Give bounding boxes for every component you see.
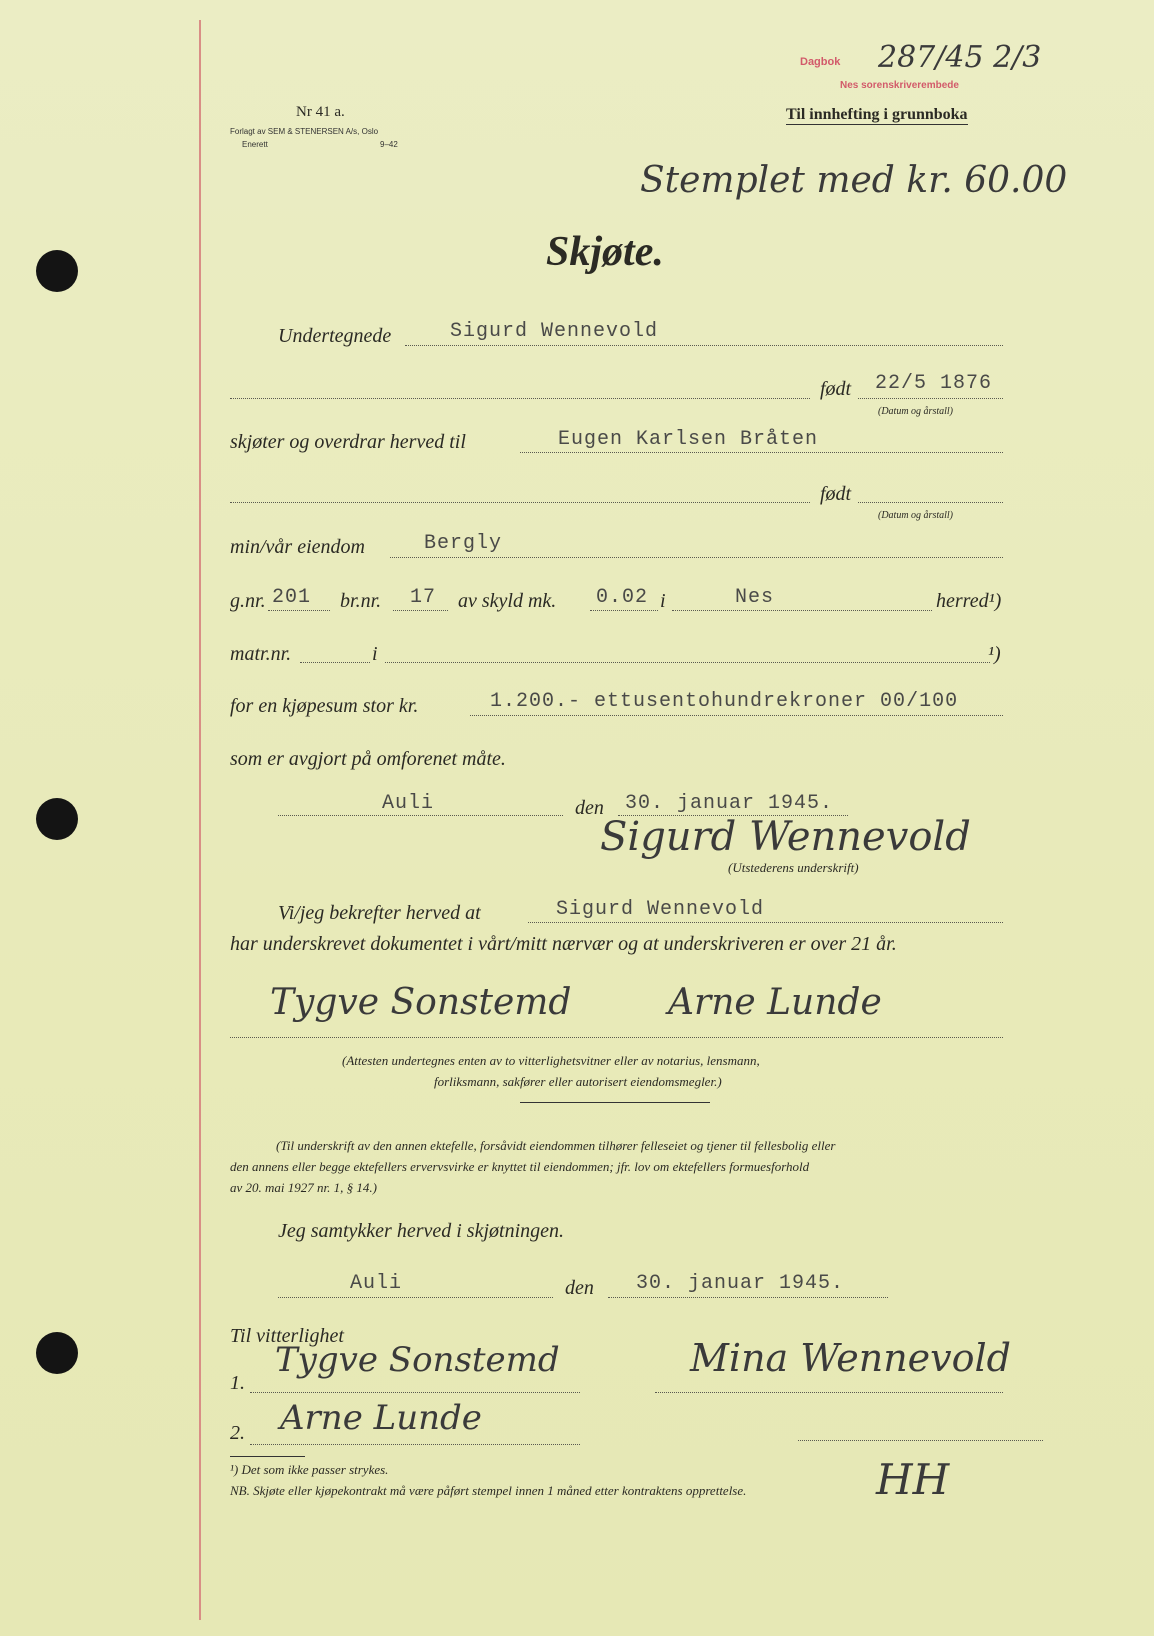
consent-witness2-signature: Arne Lunde (280, 1398, 482, 1438)
skyld-value: 0.02 (596, 586, 649, 609)
spouse-signature: Mina Wennevold (690, 1336, 1011, 1380)
confirm-value: Sigurd Wennevold (556, 898, 765, 921)
witness1-line (250, 1392, 580, 1393)
signing-den-label: den (575, 797, 604, 819)
in-label: i (660, 590, 666, 612)
attest-signature-line (230, 1037, 1003, 1038)
punch-hole-bottom (36, 1332, 78, 1374)
blank-signature-line (798, 1440, 1043, 1441)
herred-value: Nes (735, 586, 775, 609)
issuer-signature: Sigurd Wennevold (600, 814, 971, 860)
born-label-2: født (820, 483, 852, 505)
born-line-1-left (230, 398, 810, 399)
date-hint-1: (Datum og årstall) (878, 406, 953, 417)
signing-date: 30. januar 1945. (625, 792, 834, 815)
margin-line (199, 20, 201, 1620)
undersigned-line (405, 345, 1003, 346)
property-value: Bergly (424, 532, 503, 555)
price-label: for en kjøpesum stor kr. (230, 695, 419, 717)
skyld-label: av skyld mk. (458, 590, 557, 612)
handwritten-reference: 287/45 2/3 (878, 40, 1042, 75)
matr-label: matr.nr. (230, 643, 292, 665)
initials: HH (876, 1455, 950, 1504)
consent-witness1-signature: Tygve Sonstemd (275, 1340, 560, 1380)
punch-hole-top (36, 250, 78, 292)
matr-in-label: i (372, 643, 378, 665)
brnr-label: br.nr. (340, 590, 382, 612)
register-stamp-line2: Nes sorenskriverembede (840, 80, 959, 91)
attest-witness2-signature: Arne Lunde (668, 982, 882, 1023)
undersigned-value: Sigurd Wennevold (450, 320, 659, 343)
skyld-line (590, 610, 658, 611)
confirm-text: har underskrevet dokumentet i vårt/mitt nærvær og at underskriveren er over 21 år. (230, 933, 897, 955)
witness-heading: Til vitterlighet (230, 1325, 344, 1347)
born-label-1: født (820, 378, 852, 400)
transfer-value: Eugen Karlsen Bråten (558, 428, 819, 451)
publisher-line2: Enerett (242, 140, 268, 149)
signing-place-line (278, 815, 563, 816)
price-value: 1.200.- ettusentohundrekroner 00/100 (490, 690, 959, 713)
footnote-rule (230, 1456, 305, 1457)
brnr-value: 17 (410, 586, 437, 609)
publisher-line1: Forlagt av SEM & STENERSEN A/s, Oslo (230, 127, 379, 136)
attest-caption-line1: (Attesten undertegnes enten av to vitterlighetsvitner eller av notarius, lensmann, (342, 1053, 760, 1068)
witness2-number: 2. (230, 1422, 245, 1444)
gnr-label: g.nr. (230, 590, 266, 612)
consent-date: 30. januar 1945. (636, 1272, 845, 1295)
property-line (390, 557, 1003, 558)
matr-suffix: ¹) (988, 643, 1001, 665)
witness2-line (250, 1444, 580, 1445)
date-hint-2: (Datum og årstall) (878, 510, 953, 521)
price-line (470, 715, 1003, 716)
footnote-1: ¹) Det som ikke passer strykes. (230, 1462, 389, 1477)
consent-date-line (608, 1297, 888, 1298)
attest-caption-line2: forliksmann, sakfører eller autorisert eiendomsmegler.) (434, 1074, 722, 1089)
binding-notice: Til innhefting i grunnboka (786, 106, 968, 123)
matr-in-line (385, 662, 990, 663)
document-title: Skjøte. (546, 229, 664, 275)
brnr-line (393, 610, 448, 611)
settled-text: som er avgjort på omforenet måte. (230, 748, 506, 770)
publisher-date: 9–42 (380, 140, 398, 149)
section-divider (520, 1102, 710, 1103)
register-stamp-line1: Dagbok (800, 56, 841, 68)
transfer-label: skjøter og overdrar herved til (230, 431, 466, 453)
consent-text: Jeg samtykker herved i skjøtningen. (278, 1220, 565, 1242)
born-line-2 (858, 502, 1003, 503)
born-line-2-left (230, 502, 810, 503)
born-value-1: 22/5 1876 (875, 372, 993, 395)
confirm-label: Vi/jeg bekrefter herved at (278, 902, 481, 924)
spouse-note-line1: (Til underskrift av den annen ektefelle, forsåvidt eiendommen tilhører felleseiet og tjener til fellesbolig eller (276, 1138, 836, 1153)
herred-line (672, 610, 932, 611)
confirm-line (528, 922, 1003, 923)
property-label: min/vår eiendom (230, 536, 365, 558)
consent-place: Auli (350, 1272, 403, 1295)
witness1-number: 1. (230, 1372, 245, 1394)
punch-hole-middle (36, 798, 78, 840)
form-number: Nr 41 a. (296, 104, 345, 120)
gnr-value: 201 (272, 586, 312, 609)
undersigned-label: Undertegnede (278, 325, 392, 347)
matr-line (300, 662, 370, 663)
signature-caption: (Utstederens underskrift) (728, 860, 859, 875)
footnote-2: NB. Skjøte eller kjøpekontrakt må være påført stempel innen 1 måned etter kontraktens opprettelse. (230, 1483, 747, 1498)
stamp-duty-note: Stemplet med kr. 60.00 (640, 160, 1068, 201)
herred-label: herred¹) (936, 590, 1002, 612)
consent-den-label: den (565, 1277, 594, 1299)
gnr-line (268, 610, 330, 611)
spouse-signature-line (655, 1392, 1003, 1393)
signing-place: Auli (382, 792, 435, 815)
consent-place-line (278, 1297, 553, 1298)
born-line-1 (858, 398, 1003, 399)
spouse-note-line2: den annens eller begge ektefellers ervervsvirke er knyttet til eiendommen; jfr. lov om ektefellers formuesforhold (230, 1159, 810, 1174)
transfer-line (520, 452, 1003, 453)
attest-witness1-signature: Tygve Sonstemd (270, 982, 572, 1023)
spouse-note-line3: av 20. mai 1927 nr. 1, § 14.) (230, 1180, 377, 1195)
